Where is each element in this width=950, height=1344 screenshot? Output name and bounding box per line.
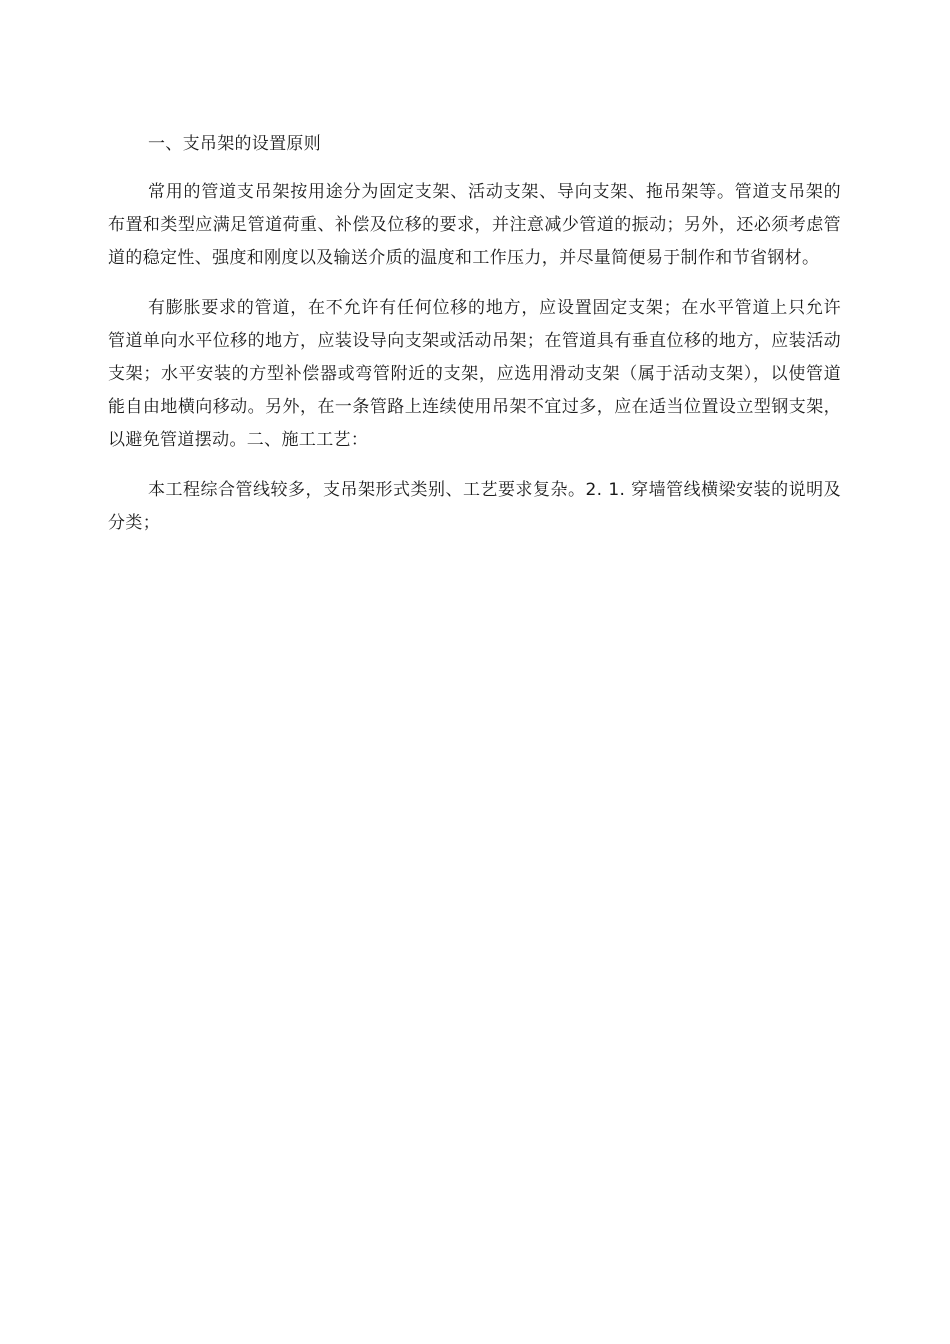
paragraph-support-types: 常用的管道支吊架按用途分为固定支架、活动支架、导向支架、拖吊架等。管道支吊架的布置和类型应满足管道荷重、补偿及位移的要求，并注意减少管道的振动；另外，还必须考虑管道的稳定性、强度和刚度以及输送介质的温度和工作压力，并尽量简便易于制作和节省钢材。 — [108, 182, 841, 268]
section-heading: 一、支吊架的设置原则 — [148, 134, 321, 154]
document-body — [108, 127, 841, 540]
paragraph-expansion-requirements: 有膨胀要求的管道，在不允许有任何位移的地方，应设置固定支架；在水平管道上只允许管道单向水平位移的地方，应装设导向支架或活动吊架；在管道具有垂直位移的地方，应装活动支架；水平安装的方型补偿器或弯管附近的支架，应选用滑动支架（属于活动支架），以使管道能自由地横向移动。另外，在一条管路上连续使用吊架不宜过多，应在适当位置设立型钢支架，以避免管道摆动。二、施工工艺： — [108, 298, 841, 450]
paragraph-project-overview: 本工程综合管线较多，支吊架形式类别、工艺要求复杂。2. 1. 穿墙管线横梁安装的说明及分类； — [108, 480, 841, 533]
